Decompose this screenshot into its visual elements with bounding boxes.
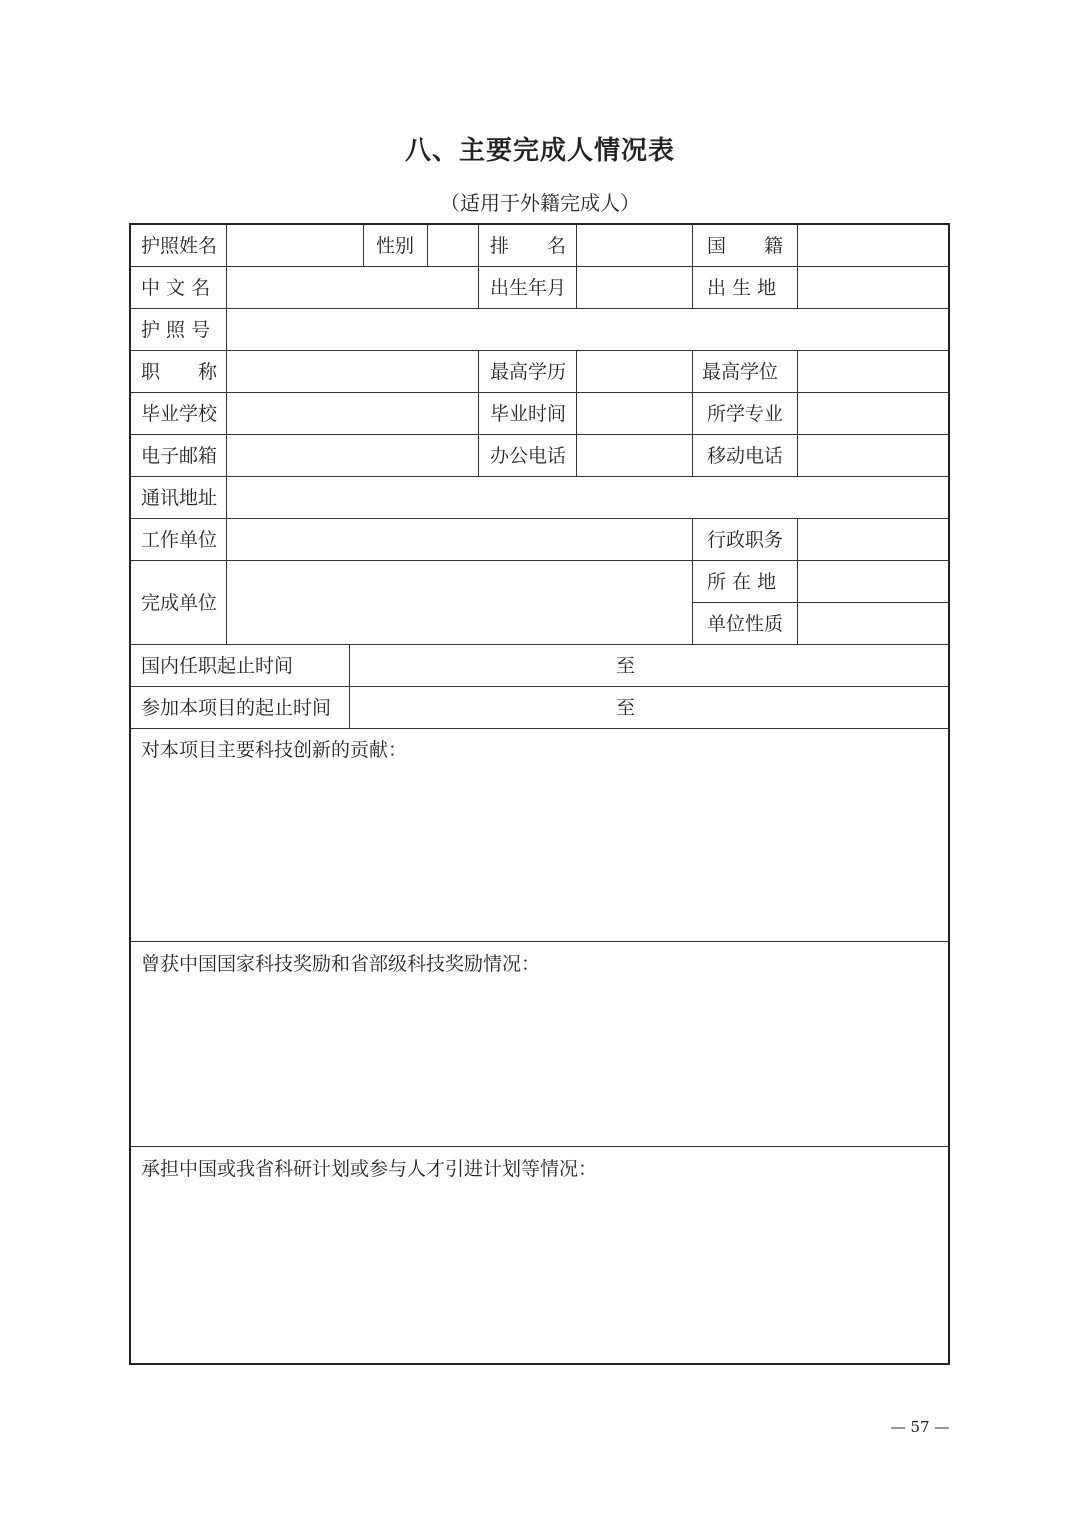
label-chinese-name: 中 文 名 [141, 277, 211, 299]
label-project-period-to: 至 [616, 697, 636, 719]
label-rank: 排 名 [490, 235, 567, 257]
label-address: 通讯地址 [141, 487, 218, 509]
label-unit-nature: 单位性质 [707, 613, 784, 635]
label-mobile-phone: 移动电话 [707, 445, 784, 467]
label-work-unit: 工作单位 [141, 529, 218, 551]
label-email: 电子邮箱 [141, 445, 218, 467]
label-highest-degree: 最高学位 [702, 361, 779, 383]
label-nationality: 国 籍 [707, 235, 784, 257]
label-programs: 承担中国或我省科研计划或参与人才引进计划等情况： [141, 1158, 598, 1180]
label-graduate-school: 毕业学校 [141, 403, 218, 425]
label-completion-unit: 完成单位 [141, 592, 218, 614]
label-passport-name: 护照姓名 [141, 235, 218, 257]
label-major: 所学专业 [707, 403, 784, 425]
label-domestic-tenure: 国内任职起止时间 [141, 655, 294, 677]
label-contribution: 对本项目主要科技创新的贡献： [141, 739, 408, 761]
page-subtitle: （适用于外籍完成人） [440, 191, 640, 215]
label-gender: 性别 [376, 235, 415, 257]
label-birthplace: 出 生 地 [707, 277, 777, 299]
label-birth-date: 出生年月 [490, 277, 567, 299]
page-number: — 57 — [890, 1418, 950, 1436]
personnel-form-table [129, 223, 950, 1365]
label-highest-education: 最高学历 [490, 361, 567, 383]
label-domestic-tenure-to: 至 [616, 655, 636, 677]
label-awards: 曾获中国国家科技奖励和省部级科技奖励情况： [141, 953, 541, 975]
label-title-rank: 职 称 [141, 361, 218, 383]
label-project-period: 参加本项目的起止时间 [141, 697, 332, 719]
page-title: 八、主要完成人情况表 [404, 136, 675, 166]
label-location: 所 在 地 [707, 571, 777, 593]
label-passport-no: 护 照 号 [141, 319, 211, 341]
label-office-phone: 办公电话 [490, 445, 567, 467]
label-admin-position: 行政职务 [707, 529, 784, 551]
label-graduation-time: 毕业时间 [490, 403, 567, 425]
